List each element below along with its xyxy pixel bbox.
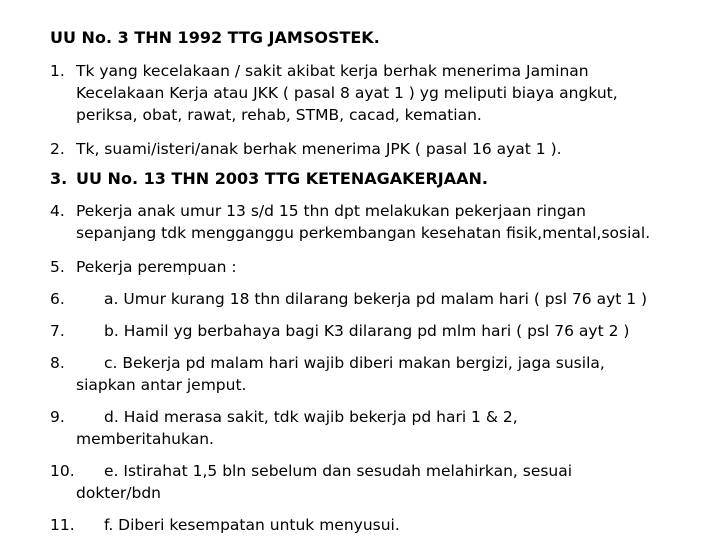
document-title: UU No. 3 THN 1992 TTG JAMSOSTEK. (50, 28, 380, 47)
list-item-text: sepanjang tdk mengganggu perkembangan kesehatan fisik,mental,sosial. (76, 224, 651, 242)
list-item-text: UU No. 13 THN 2003 TTG KETENAGAKERJAAN. (76, 169, 488, 188)
list-item-number: 7. (50, 322, 65, 340)
list-item-text: Tk yang kecelakaan / sakit akibat kerja berhak menerima Jaminan (76, 62, 589, 80)
list-item-number: 9. (50, 408, 65, 426)
list-item-text: siapkan antar jemput. (76, 376, 247, 394)
list-item-number: 6. (50, 290, 65, 308)
list-item-text: d. Haid merasa sakit, tdk wajib bekerja pd hari 1 & 2, (104, 408, 518, 426)
list-item-text: b. Hamil yg berbahaya bagi K3 dilarang pd mlm hari ( psl 76 ayt 2 ) (104, 322, 630, 340)
list-item-text: e. Istirahat 1,5 bln sebelum dan sesudah melahirkan, sesuai (104, 462, 573, 480)
list-item-text: memberitahukan. (76, 430, 214, 448)
list-item-text: Pekerja perempuan : (76, 258, 237, 276)
list-item-number: 1. (50, 62, 65, 80)
list-item-text: a. Umur kurang 18 thn dilarang bekerja pd malam hari ( psl 76 ayt 1 ) (104, 290, 648, 308)
list-item-number: 5. (50, 258, 65, 276)
list-item-text: Kecelakaan Kerja atau JKK ( pasal 8 ayat 1 ) yg meliputi biaya angkut, (76, 84, 618, 102)
list-item-text: dokter/bdn (76, 484, 162, 502)
list-item-number: 11. (50, 516, 75, 534)
list-item-text: c. Bekerja pd malam hari wajib diberi makan bergizi, jaga susila, (104, 354, 605, 372)
list-item-number: 4. (50, 202, 65, 220)
list-item-number: 8. (50, 354, 65, 372)
list-item-number: 10. (50, 462, 75, 480)
list-item-text: Pekerja anak umur 13 s/d 15 thn dpt melakukan pekerjaan ringan (76, 202, 587, 220)
list-item-number: 2. (50, 140, 65, 158)
list-item-text: periksa, obat, rawat, rehab, STMB, cacad, kematian. (76, 106, 482, 124)
list-item-text: f. Diberi kesempatan untuk menyusui. (104, 516, 400, 534)
list-item-number: 3. (50, 169, 68, 188)
list-item-text: Tk, suami/isteri/anak berhak menerima JPK ( pasal 16 ayat 1 ). (76, 140, 562, 158)
